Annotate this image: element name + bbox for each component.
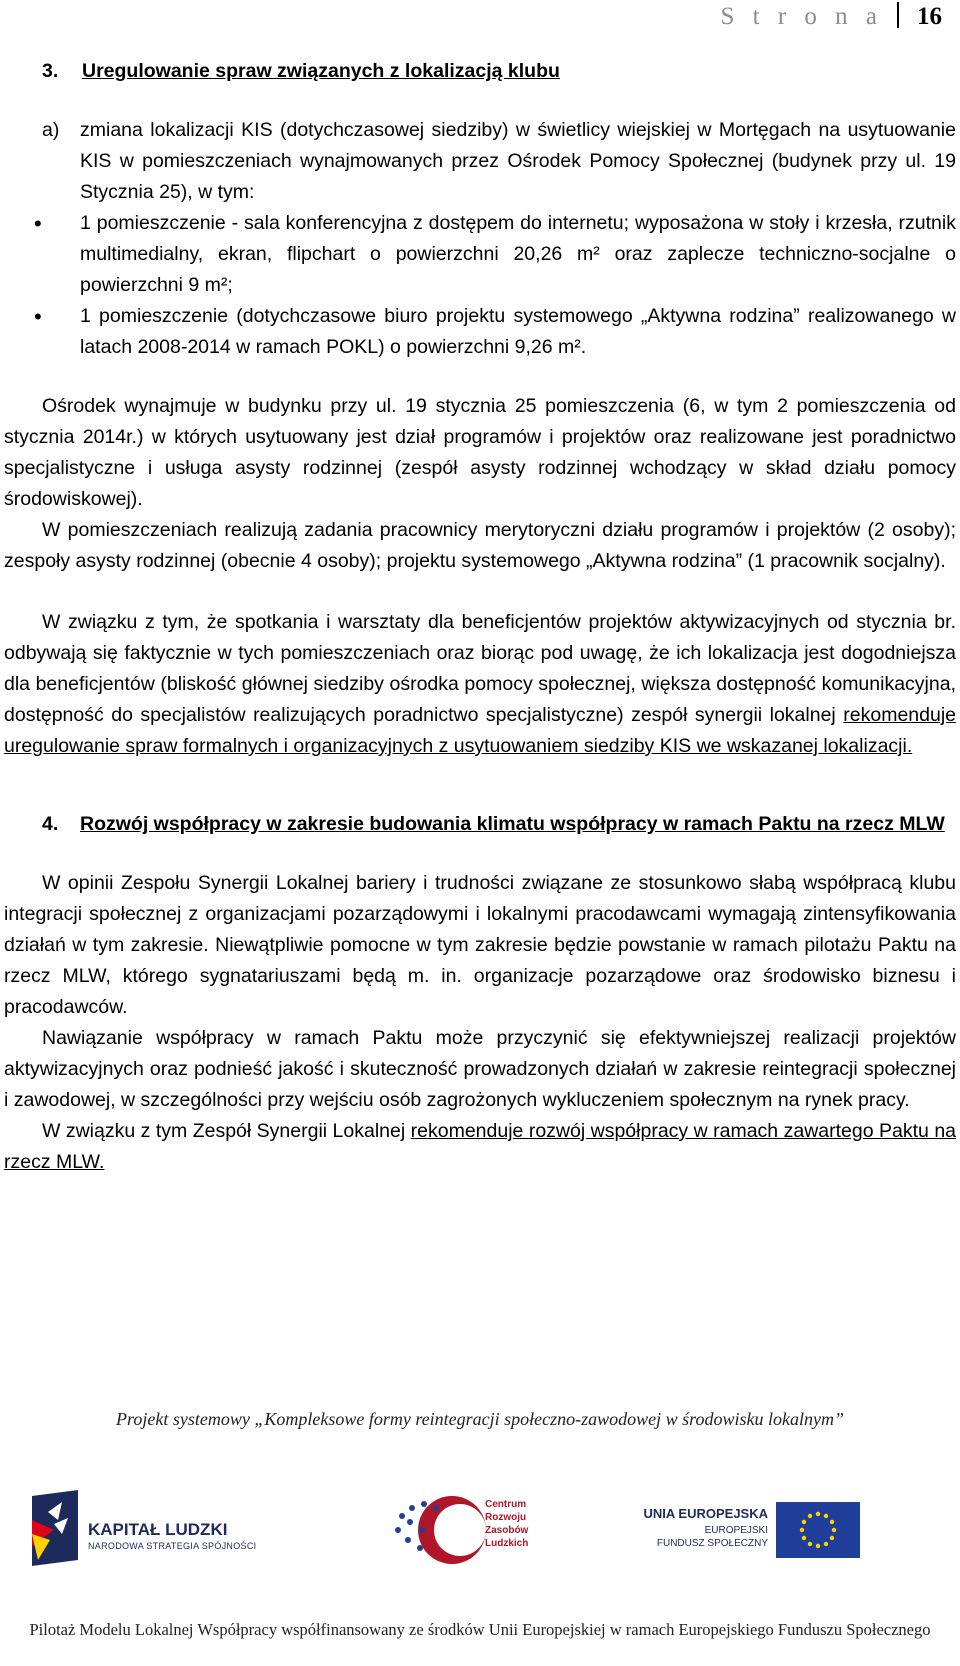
item-a-label: a) (42, 119, 60, 141)
room-list (4, 208, 956, 363)
item-a-text: zmiana lokalizacji KIS (dotychczasowej siedziby) w świetlicy wiejskiej w Mortęgach na usytuowanie KIS w pomieszczeniach wynajmowanych przez Ośrodek Pomocy Społecznej (budynek przy ul. 19 Stycznia 25), w tym: (80, 119, 956, 203)
kapital-ludzki-flag-icon (28, 1490, 82, 1566)
page-header (720, 2, 942, 31)
crzl-logo (390, 1490, 550, 1570)
eu-flag-icon (776, 1502, 860, 1558)
project-line: Projekt systemowy „Kompleksowe formy reintegracji społeczno-zawodowej w środowisku lokalnym” (116, 1409, 844, 1429)
eu-line2: EUROPEJSKI (704, 1525, 768, 1536)
bullet-icon: • (34, 211, 42, 236)
kapital-ludzki-subtitle: NARODOWA STRATEGIA SPÓJNOŚCI (88, 1541, 257, 1551)
section-3-title: Uregulowanie spraw związanych z lokalizacją klubu (82, 60, 560, 82)
section-4-heading (4, 809, 956, 840)
eu-line3: FUNDUSZ SPOŁECZNY (656, 1538, 768, 1549)
page-footer: Pilotaż Modelu Lokalnej Współpracy współfinansowany ze środków Unii Europejskiej w ramach Europejskiego Funduszu Społecznego (29, 1620, 931, 1639)
recommendation-text: W związku z tym, że spotkania i warsztaty dla beneficjentów projektów aktywizacyjnych od stycznia br. odbywają się faktycznie w tych pomieszczeniach oraz biorąc pod uwagę, że ich lokalizacja jest dogodniejsza dla beneficjentów (bliskość głównej siedziby ośrodka pomocy społecznej, większa dostępność komunikacyjna, dostępność do specjalistów realizujących poradnictwo specjalistyczne) zespół synergii lokalnej (4, 611, 956, 726)
list-item (4, 208, 956, 301)
page-word: S t r o n a (720, 3, 883, 30)
eu-logo (643, 1502, 860, 1562)
section-3-recommendation (4, 607, 956, 762)
section-3-paragraph: W pomieszczeniach realizują zadania pracownicy merytoryczni działu programów i projektów (2 osoby); zespoły asysty rodzinnej (obecnie 4 osoby); projektu systemowego „Aktywna rodzina” (1 pracownik socjalny). (4, 519, 956, 572)
page-separator (897, 2, 899, 28)
kapital-ludzki-title: KAPITAŁ LUDZKI (88, 1520, 228, 1539)
list-item-text: 1 pomieszczenie (dotychczasowe biuro projektu systemowego „Aktywna rodzina” realizowanego w latach 2008-2014 w ramach POKL) o powierzchni 9,26 m². (80, 305, 956, 358)
list-item-text: 1 pomieszczenie - sala konferencyjna z dostępem do internetu; wyposażona w stoły i krzesła, rzutnik multimedialny, ekran, flipchart o powierzchni 20,26 m² oraz zaplecze techniczno-socjalne o powierzchni 9 m²; (80, 212, 956, 296)
recommendation-underlined: rekomenduje rozwój współpracy w ramach zawartego Paktu na rzecz MLW. (4, 1120, 957, 1173)
section-3-item-a (4, 115, 956, 208)
bullet-icon: • (34, 304, 42, 329)
eu-title: UNIA EUROPEJSKA (643, 1506, 768, 1521)
crzl-text: Centrum Rozwoju Zasobów Ludzkich (485, 1499, 529, 1549)
section-4-number: 4. (42, 813, 59, 835)
section-3-heading (4, 56, 956, 87)
logo-strip (0, 1480, 960, 1580)
kapital-ludzki-logo (28, 1490, 268, 1566)
crzl-emblem-icon (390, 1490, 490, 1570)
page-number: 16 (917, 3, 942, 30)
section-4-recommendation (4, 1116, 956, 1178)
section-4-title: Rozwój współpracy w zakresie budowania klimatu współpracy w ramach Paktu na rzecz MLW (80, 813, 945, 835)
section-4-paragraph: Nawiązanie współpracy w ramach Paktu może przyczynić się efektywniejszej realizacji projektów aktywizacyjnych oraz podnieść jakość i skuteczność prowadzonych działań w zakresie reintegracji społecznej i zawodowej, w szczególności przy wejściu osób zagrożonych wykluczeniem społecznym na rynek pracy. (4, 1027, 956, 1111)
section-3-number: 3. (42, 60, 59, 82)
recommendation-underlined: rekomenduje uregulowanie spraw formalnych i organizacyjnych z usytuowaniem siedziby KIS we wskazanej lokalizacji. (4, 704, 956, 757)
section-4-paragraph: W opinii Zespołu Synergii Lokalnej bariery i trudności związane ze stosunkowo słabą współpracą klubu integracji społecznej z organizacjami pozarządowymi i lokalnymi pracodawcami wymagają zintensyfikowania działań w tym zakresie. Niewątpliwie pomocne w tym zakresie będzie powstanie w ramach pilotażu Paktu na rzecz MLW, którego sygnatariuszami będą m. in. organizacje pozarządowe oraz środowisko biznesu i pracodawców. (4, 872, 956, 1018)
section-3-paragraph: Ośrodek wynajmuje w budynku przy ul. 19 stycznia 25 pomieszczenia (6, w tym 2 pomieszczenia od stycznia 2014r.) w których usytuowany jest dział programów i projektów oraz realizowane jest poradnictwo specjalistyczne i usługa asysty rodzinnej (zespół asysty rodzinnej wchodzący w skład działu pomocy środowiskowej). (4, 395, 956, 510)
document-body (4, 56, 956, 1178)
list-item (4, 301, 956, 363)
recommendation-text: W związku z tym Zespół Synergii Lokalnej (42, 1120, 411, 1142)
